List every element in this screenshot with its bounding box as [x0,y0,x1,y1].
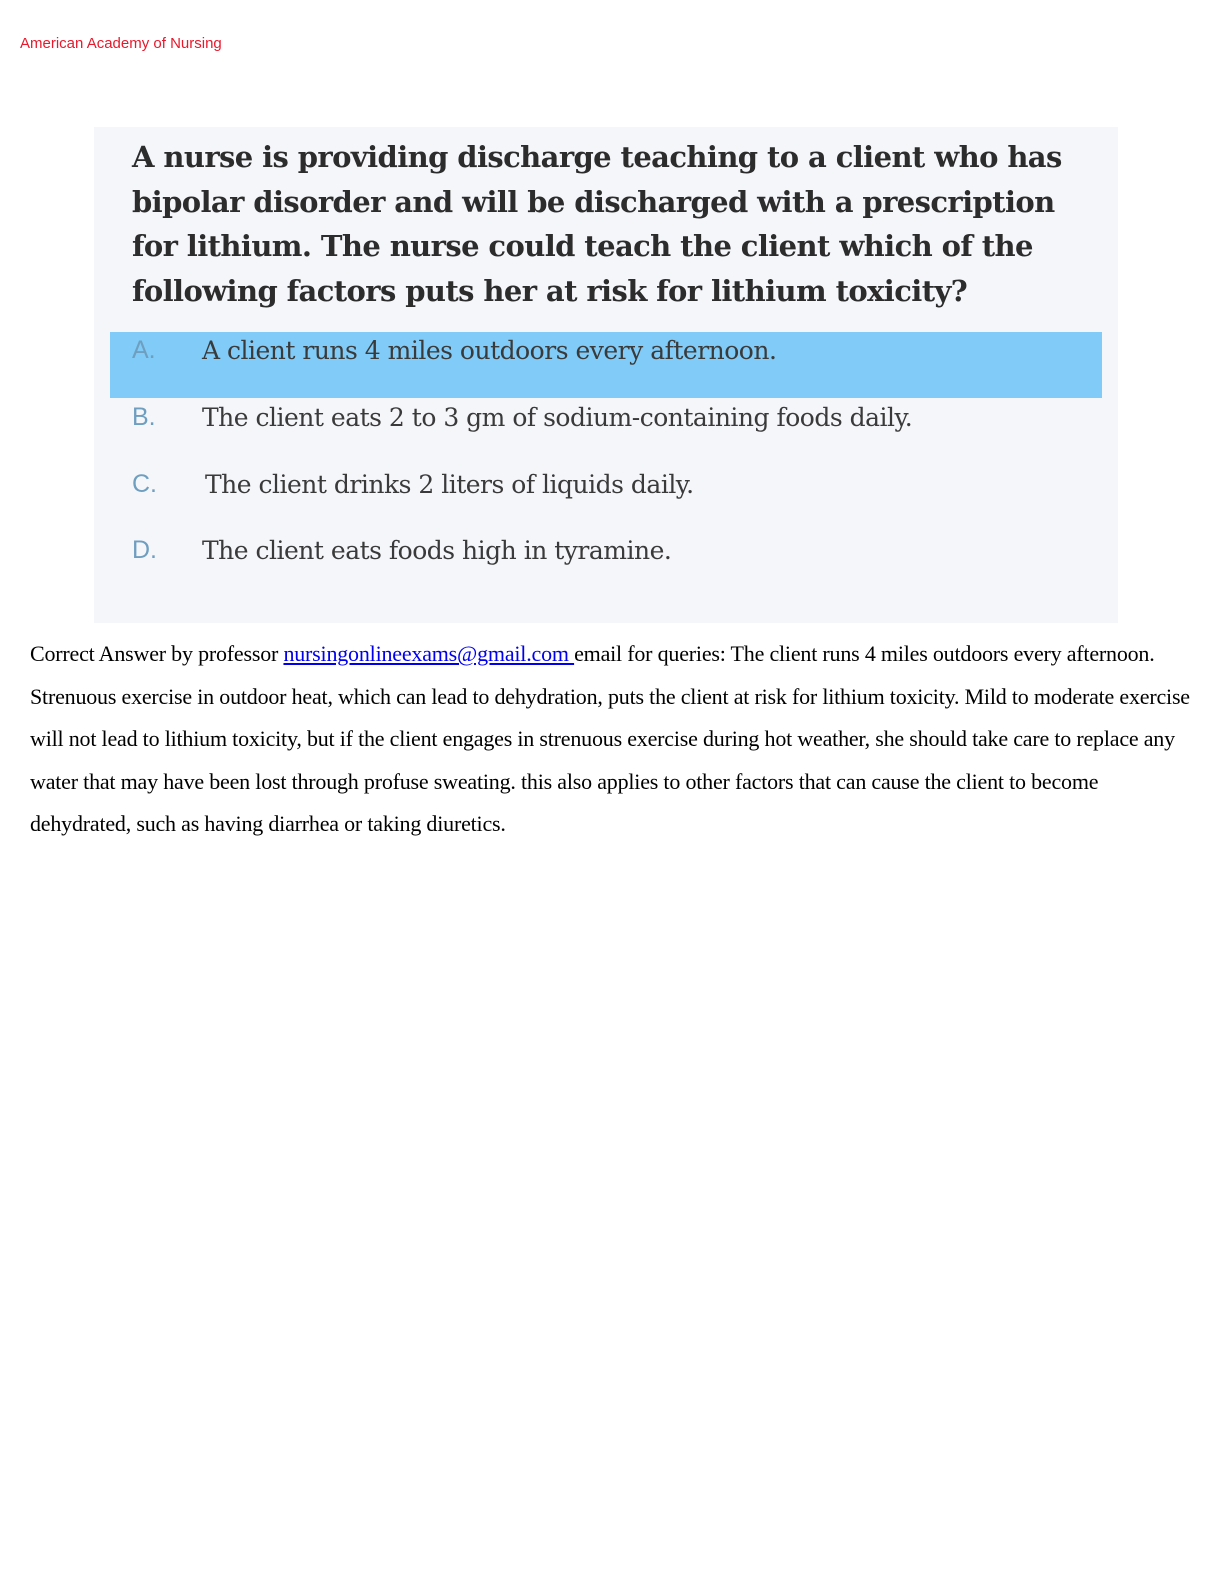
question-card [94,127,1118,623]
answer-explanation [30,633,1200,846]
email-link[interactable]: nursingonlineexams@gmail.com [283,641,575,666]
option-letter: A. [132,336,156,364]
option-text: The client eats 2 to 3 gm of sodium-containing foods daily. [202,403,913,432]
option-text: The client eats foods high in tyramine. [202,536,672,565]
option-text: The client drinks 2 liters of liquids daily. [205,470,694,499]
option-text: A client runs 4 miles outdoors every afternoon. [202,336,777,365]
question-text: A nurse is providing discharge teaching to a client who has bipolar disorder and will be discharged with a prescription for lithium. The nurse could teach the client which of the following factors puts her at risk for lithium toxicity? [132,140,1062,308]
answer-prefix: Correct Answer by professor [30,641,284,666]
header-title: American Academy of Nursing [20,35,222,52]
option-b[interactable] [110,399,1102,465]
option-a[interactable] [110,332,1102,398]
option-d[interactable] [110,532,1102,598]
option-letter: B. [132,403,156,431]
option-letter: C. [132,470,157,498]
option-letter: D. [132,536,157,564]
option-c[interactable] [110,466,1102,532]
answer-body: email for queries: The client runs 4 miles outdoors every afternoon. Strenuous exercise in outdoor heat, which can lead to dehydration, puts the client at risk for lithium toxicity. Mild to moderate exercise will not lead to lithium toxicity, but if the client engages in strenuous exercise during hot weather, she should take care to replace any water that may have been lost through profuse sweating. this also applies to other factors that can cause the client to become dehydrated, such as having diarrhea or taking diuretics. [30,641,1190,836]
